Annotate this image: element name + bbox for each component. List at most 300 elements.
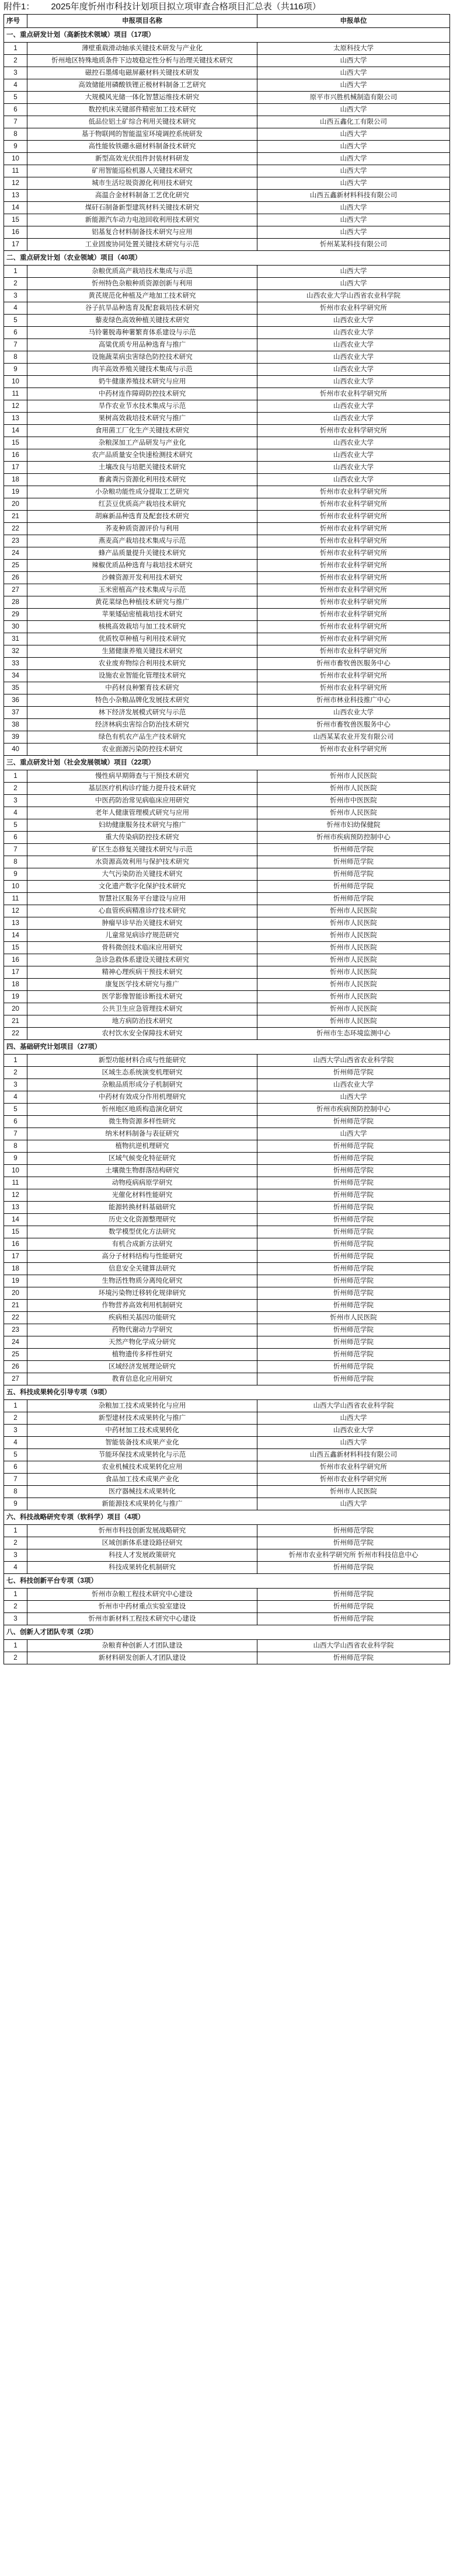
organization: 忻州市农业科学研究所	[257, 388, 450, 400]
row-number: 23	[4, 1324, 27, 1336]
row-number: 1	[4, 1525, 27, 1537]
project-name: 忻州市杂粮工程技术研究中心建设	[27, 1589, 257, 1601]
row-number: 9	[4, 868, 27, 881]
project-name: 矿用智能巡检机器人关键技术研究	[27, 165, 257, 177]
organization: 忻州市畜牧兽医服务中心	[257, 658, 450, 670]
table-row	[4, 694, 450, 707]
table-row	[4, 1324, 450, 1336]
row-number: 7	[4, 844, 27, 856]
project-name: 高效储能用磷酸铁锂正极材料制备工艺研究	[27, 79, 257, 92]
row-number: 25	[4, 560, 27, 572]
table-row	[4, 979, 450, 991]
row-number: 3	[4, 1425, 27, 1437]
table-row	[4, 128, 450, 141]
organization: 山西大学	[257, 104, 450, 116]
organization: 忻州市人民医院	[257, 966, 450, 979]
table-row	[4, 917, 450, 930]
project-name: 环境污染物迁移转化规律研究	[27, 1287, 257, 1300]
row-number: 32	[4, 645, 27, 658]
table-row	[4, 547, 450, 560]
table-row	[4, 1449, 450, 1461]
project-name: 智慧社区服务平台建设与应用	[27, 893, 257, 905]
table-row	[4, 141, 450, 153]
project-name: 中药材加工技术成果转化	[27, 1425, 257, 1437]
project-name: 医疗器械技术成果转化	[27, 1486, 257, 1498]
project-name: 天然产物化学成分研究	[27, 1336, 257, 1349]
project-name: 水资源高效利用与保护技术研究	[27, 856, 257, 868]
row-number: 34	[4, 670, 27, 682]
table-row	[4, 770, 450, 783]
table-row	[4, 645, 450, 658]
table-row	[4, 1525, 450, 1537]
table-row	[4, 1177, 450, 1189]
project-name: 节能环保技术成果转化与示范	[27, 1449, 257, 1461]
organization: 山西农业大学	[257, 449, 450, 462]
row-number: 12	[4, 1189, 27, 1202]
organization: 忻州师范学院	[257, 1177, 450, 1189]
table-row	[4, 511, 450, 523]
section-header	[4, 1510, 450, 1525]
project-name: 新型高效光伏组件封装材料研发	[27, 153, 257, 165]
organization: 忻州市人民医院	[257, 1486, 450, 1498]
row-number: 15	[4, 942, 27, 954]
project-name: 畜禽粪污资源化利用技术研究	[27, 474, 257, 486]
project-name: 沙棘资源开发利用技术研究	[27, 572, 257, 584]
row-number: 3	[4, 290, 27, 302]
row-number: 19	[4, 486, 27, 498]
project-name: 肿瘤早诊早治关键技术研究	[27, 917, 257, 930]
row-number: 19	[4, 1275, 27, 1287]
organization: 忻州师范学院	[257, 1652, 450, 1664]
project-table	[4, 14, 450, 1664]
organization: 忻州师范学院	[257, 844, 450, 856]
organization: 山西大学	[257, 278, 450, 290]
organization: 忻州师范学院	[257, 868, 450, 881]
table-row	[4, 1003, 450, 1015]
project-name: 燕麦高产栽培技术集成与示范	[27, 535, 257, 547]
row-number: 1	[4, 266, 27, 278]
row-number: 24	[4, 1336, 27, 1349]
organization: 忻州市中医医院	[257, 795, 450, 807]
table-row	[4, 1589, 450, 1601]
row-number: 9	[4, 364, 27, 376]
project-name: 中药材有效成分作用机理研究	[27, 1091, 257, 1104]
table-row	[4, 413, 450, 425]
project-name: 农业废弃物综合利用技术研究	[27, 658, 257, 670]
table-row	[4, 55, 450, 67]
row-number: 3	[4, 67, 27, 79]
table-row	[4, 560, 450, 572]
organization: 山西大学	[257, 1498, 450, 1510]
table-row	[4, 1336, 450, 1349]
project-name: 大规模风光储一体化智慧运维技术研究	[27, 92, 257, 104]
row-number: 5	[4, 92, 27, 104]
section-title: 一、重点研发计划（高新技术领域）项目（17项）	[4, 28, 450, 43]
project-name: 高分子材料结构与性能研究	[27, 1251, 257, 1263]
organization: 忻州市农业科学研究所	[257, 596, 450, 609]
header-organization: 申报单位	[257, 15, 450, 28]
row-number: 22	[4, 1028, 27, 1040]
organization: 山西大学	[257, 202, 450, 214]
project-name: 肉羊高效养殖关键技术集成与示范	[27, 364, 257, 376]
table-row	[4, 1425, 450, 1437]
row-number: 15	[4, 437, 27, 449]
table-row	[4, 278, 450, 290]
organization: 忻州市生态环境监测中心	[257, 1028, 450, 1040]
table-row	[4, 633, 450, 645]
project-name: 旱作农业节水技术集成与示范	[27, 400, 257, 413]
organization: 忻州市人民医院	[257, 770, 450, 783]
organization: 忻州师范学院	[257, 856, 450, 868]
organization: 山西农业大学	[257, 376, 450, 388]
organization: 山西大学	[257, 79, 450, 92]
organization: 山西农业大学	[257, 351, 450, 364]
row-number: 11	[4, 388, 27, 400]
table-row	[4, 1287, 450, 1300]
project-name: 农业面源污染防控技术研究	[27, 744, 257, 756]
project-name: 辣椒优质品种选育与栽培技术研究	[27, 560, 257, 572]
project-name: 疾病相关基因功能研究	[27, 1312, 257, 1324]
row-number: 14	[4, 202, 27, 214]
table-row	[4, 1498, 450, 1510]
project-name: 高性能钕铁硼永磁材料制备技术研究	[27, 141, 257, 153]
section-title: 四、基础研究计划项目（27项）	[4, 1040, 450, 1055]
row-number: 30	[4, 621, 27, 633]
table-row	[4, 1373, 450, 1385]
project-name: 食品加工技术成果产业化	[27, 1474, 257, 1486]
organization: 山西农业大学	[257, 462, 450, 474]
project-name: 康复医学技术研究与推广	[27, 979, 257, 991]
organization: 忻州市人民医院	[257, 979, 450, 991]
row-number: 6	[4, 327, 27, 339]
organization: 忻州市农业科学研究所	[257, 547, 450, 560]
organization: 山西五鑫化工有限公司	[257, 116, 450, 128]
row-number: 33	[4, 658, 27, 670]
row-number: 21	[4, 511, 27, 523]
organization: 山西大学	[257, 266, 450, 278]
table-row	[4, 991, 450, 1003]
row-number: 25	[4, 1349, 27, 1361]
section-title: 五、科技成果转化引导专项（9项）	[4, 1385, 450, 1400]
table-row	[4, 449, 450, 462]
project-name: 能源转换材料基础研究	[27, 1202, 257, 1214]
organization: 山西农业大学	[257, 364, 450, 376]
table-row	[4, 67, 450, 79]
project-name: 经济林病虫害综合防治技术研究	[27, 719, 257, 731]
row-number: 3	[4, 795, 27, 807]
section-header	[4, 1385, 450, 1400]
organization: 山西农业大学	[257, 400, 450, 413]
row-number: 4	[4, 302, 27, 315]
table-body	[4, 28, 450, 1664]
organization: 山西大学	[257, 67, 450, 79]
row-number: 18	[4, 979, 27, 991]
project-name: 薄壁重载滑动轴承关键技术研发与产业化	[27, 43, 257, 55]
organization: 忻州市农业科学研究所	[257, 621, 450, 633]
organization: 山西五鑫新材料科技有限公司	[257, 190, 450, 202]
row-number: 2	[4, 1067, 27, 1079]
row-number: 38	[4, 719, 27, 731]
title-text: 2025年度忻州市科技计划项目拟立项审查合格项目汇总表（共116项）	[51, 2, 321, 12]
table-row	[4, 1474, 450, 1486]
table-row	[4, 1189, 450, 1202]
row-number: 6	[4, 832, 27, 844]
row-number: 20	[4, 498, 27, 511]
row-number: 4	[4, 79, 27, 92]
organization: 忻州师范学院	[257, 1251, 450, 1263]
row-number: 8	[4, 856, 27, 868]
table-row	[4, 1165, 450, 1177]
table-row	[4, 266, 450, 278]
row-number: 14	[4, 1214, 27, 1226]
table-row	[4, 214, 450, 226]
table-row	[4, 1652, 450, 1664]
row-number: 12	[4, 177, 27, 190]
table-row	[4, 966, 450, 979]
row-number: 3	[4, 1079, 27, 1091]
row-number: 13	[4, 413, 27, 425]
organization: 忻州师范学院	[257, 1165, 450, 1177]
table-row	[4, 302, 450, 315]
organization: 忻州市人民医院	[257, 991, 450, 1003]
project-name: 忻州特色杂粮种质资源创新与利用	[27, 278, 257, 290]
row-number: 17	[4, 966, 27, 979]
organization: 山西大学	[257, 153, 450, 165]
project-name: 科技成果转化机制研究	[27, 1562, 257, 1574]
organization: 山西农业大学	[257, 1079, 450, 1091]
section-title: 二、重点研发计划（农业领域）项目（40项）	[4, 251, 450, 266]
organization: 山西大学	[257, 55, 450, 67]
organization: 忻州师范学院	[257, 1349, 450, 1361]
project-name: 果树高效栽培技术研究与推广	[27, 413, 257, 425]
table-row	[4, 239, 450, 251]
row-number: 14	[4, 425, 27, 437]
project-name: 新材料研发创新人才团队建设	[27, 1652, 257, 1664]
table-row	[4, 856, 450, 868]
table-row	[4, 1640, 450, 1652]
organization: 忻州师范学院	[257, 1067, 450, 1079]
table-row	[4, 868, 450, 881]
organization: 忻州师范学院	[257, 1537, 450, 1549]
project-name: 忻州市新材料工程技术研究中心建设	[27, 1613, 257, 1625]
project-name: 动物疫病病原学研究	[27, 1177, 257, 1189]
organization: 忻州市人民医院	[257, 807, 450, 819]
organization: 忻州市林业科技推广中心	[257, 694, 450, 707]
organization: 忻州市人民医院	[257, 1003, 450, 1015]
row-number: 7	[4, 339, 27, 351]
table-row	[4, 104, 450, 116]
project-name: 农产品质量安全快速检测技术研究	[27, 449, 257, 462]
organization: 山西大学	[257, 141, 450, 153]
project-name: 作物营养高效利用机制研究	[27, 1300, 257, 1312]
row-number: 20	[4, 1287, 27, 1300]
row-number: 2	[4, 1652, 27, 1664]
project-name: 基层医疗机构诊疗能力提升技术研究	[27, 783, 257, 795]
table-row	[4, 658, 450, 670]
table-row	[4, 832, 450, 844]
table-row	[4, 1067, 450, 1079]
section-header	[4, 28, 450, 43]
row-number: 18	[4, 474, 27, 486]
row-number: 8	[4, 128, 27, 141]
project-name: 纳米材料制备与表征研究	[27, 1128, 257, 1140]
organization: 忻州师范学院	[257, 1613, 450, 1625]
organization: 忻州师范学院	[257, 1214, 450, 1226]
project-name: 数学模型优化方法研究	[27, 1226, 257, 1238]
row-number: 40	[4, 744, 27, 756]
row-number: 27	[4, 1373, 27, 1385]
organization: 忻州师范学院	[257, 1336, 450, 1349]
header-project-name: 申报项目名称	[27, 15, 257, 28]
row-number: 22	[4, 1312, 27, 1324]
row-number: 1	[4, 1055, 27, 1067]
row-number: 6	[4, 1461, 27, 1474]
project-name: 区域创新体系建设路径研究	[27, 1537, 257, 1549]
organization: 原平市兴胜机械制造有限公司	[257, 92, 450, 104]
project-name: 心血管疾病精准诊疗技术研究	[27, 905, 257, 917]
table-row	[4, 364, 450, 376]
row-number: 28	[4, 596, 27, 609]
row-number: 16	[4, 449, 27, 462]
project-name: 马铃薯脱毒种薯繁育体系建设与示范	[27, 327, 257, 339]
row-number: 14	[4, 930, 27, 942]
project-name: 杂粮品质形成分子机制研究	[27, 1079, 257, 1091]
section-title: 七、科技创新平台专项（3项）	[4, 1574, 450, 1589]
organization: 忻州市畜牧兽医服务中心	[257, 719, 450, 731]
table-row	[4, 1349, 450, 1361]
project-name: 儿童常见病诊疗规范研究	[27, 930, 257, 942]
row-number: 7	[4, 116, 27, 128]
project-name: 骨科微创技术临床应用研究	[27, 942, 257, 954]
row-number: 24	[4, 547, 27, 560]
project-name: 绿色有机农产品生产技术研究	[27, 731, 257, 744]
organization: 山西农业大学	[257, 327, 450, 339]
table-row	[4, 1251, 450, 1263]
organization: 忻州市农业科学研究所 忻州市科技信息中心	[257, 1549, 450, 1562]
organization: 山西大学	[257, 177, 450, 190]
organization: 忻州师范学院	[257, 1589, 450, 1601]
organization: 山西大学	[257, 1128, 450, 1140]
row-number: 5	[4, 1104, 27, 1116]
project-name: 杂粮育种创新人才团队建设	[27, 1640, 257, 1652]
row-number: 16	[4, 1238, 27, 1251]
project-name: 忻州市中药材重点实验室建设	[27, 1601, 257, 1613]
table-row	[4, 1300, 450, 1312]
header-no: 序号	[4, 15, 27, 28]
table-row	[4, 1091, 450, 1104]
organization: 山西农业大学	[257, 437, 450, 449]
row-number: 23	[4, 535, 27, 547]
project-name: 区域气候变化特征研究	[27, 1153, 257, 1165]
table-row	[4, 572, 450, 584]
table-row	[4, 437, 450, 449]
table-row	[4, 462, 450, 474]
project-name: 医学影像智能诊断技术研究	[27, 991, 257, 1003]
project-name: 大气污染防治关键技术研究	[27, 868, 257, 881]
table-row	[4, 844, 450, 856]
organization: 山西大学	[257, 226, 450, 239]
organization: 忻州某某科技有限公司	[257, 239, 450, 251]
project-name: 新能源汽车动力电池回收利用技术研究	[27, 214, 257, 226]
project-name: 生猪健康养殖关键技术研究	[27, 645, 257, 658]
row-number: 27	[4, 584, 27, 596]
table-row	[4, 1549, 450, 1562]
table-row	[4, 202, 450, 214]
table-row	[4, 486, 450, 498]
organization: 忻州市农业科学研究所	[257, 670, 450, 682]
project-name: 谷子抗旱品种选育及配套栽培技术研究	[27, 302, 257, 315]
project-name: 中医药防治常见病临床应用研究	[27, 795, 257, 807]
project-name: 林下经济发展模式研究与示范	[27, 707, 257, 719]
table-row	[4, 1214, 450, 1226]
table-row	[4, 474, 450, 486]
project-name: 地方病防治技术研究	[27, 1015, 257, 1028]
organization: 忻州市人民医院	[257, 954, 450, 966]
row-number: 1	[4, 43, 27, 55]
row-number: 26	[4, 1361, 27, 1373]
organization: 忻州师范学院	[257, 1562, 450, 1574]
project-name: 妇幼健康服务技术研究与推广	[27, 819, 257, 832]
project-name: 高粱优质专用品种选育与推广	[27, 339, 257, 351]
project-name: 黄花菜绿色种植技术研究与推广	[27, 596, 257, 609]
organization: 忻州市农业科学研究所	[257, 572, 450, 584]
project-name: 历史文化资源整理研究	[27, 1214, 257, 1226]
table-row	[4, 795, 450, 807]
row-number: 2	[4, 783, 27, 795]
organization: 忻州师范学院	[257, 1116, 450, 1128]
table-row	[4, 116, 450, 128]
row-number: 2	[4, 278, 27, 290]
project-name: 生物活性物质分离纯化研究	[27, 1275, 257, 1287]
row-number: 13	[4, 917, 27, 930]
project-name: 荞麦种质资源评价与利用	[27, 523, 257, 535]
row-number: 15	[4, 1226, 27, 1238]
table-row	[4, 1461, 450, 1474]
organization: 山西农业大学	[257, 339, 450, 351]
row-number: 17	[4, 462, 27, 474]
organization: 忻州市人民医院	[257, 942, 450, 954]
row-number: 13	[4, 1202, 27, 1214]
table-row	[4, 1055, 450, 1067]
organization: 忻州师范学院	[257, 1153, 450, 1165]
organization: 山西大学	[257, 165, 450, 177]
project-name: 苹果矮砧密植栽培技术研究	[27, 609, 257, 621]
table-row	[4, 893, 450, 905]
project-name: 公共卫生应急管理技术研究	[27, 1003, 257, 1015]
row-number: 2	[4, 1537, 27, 1549]
project-name: 杂粮加工技术成果转化与应用	[27, 1400, 257, 1412]
organization: 山西大学山西省农业科学院	[257, 1640, 450, 1652]
table-row	[4, 92, 450, 104]
project-name: 杂粮深加工产品研发与产业化	[27, 437, 257, 449]
table-row	[4, 315, 450, 327]
document-title	[4, 1, 449, 14]
organization: 山西农业大学	[257, 315, 450, 327]
project-name: 煤矸石制备新型建筑材料关键技术研究	[27, 202, 257, 214]
organization: 山西某某农业开发有限公司	[257, 731, 450, 744]
row-number: 10	[4, 1165, 27, 1177]
project-name: 土壤改良与培肥关键技术研究	[27, 462, 257, 474]
project-name: 慢性病早期筛查与干预技术研究	[27, 770, 257, 783]
project-name: 数控机床关键部件精密加工技术研究	[27, 104, 257, 116]
organization: 太原科技大学	[257, 43, 450, 55]
project-name: 基于物联网的智能温室环境调控系统研发	[27, 128, 257, 141]
section-header	[4, 1574, 450, 1589]
row-number: 26	[4, 572, 27, 584]
row-number: 16	[4, 226, 27, 239]
project-name: 忻州地区地质构造演化研究	[27, 1104, 257, 1116]
table-row	[4, 954, 450, 966]
